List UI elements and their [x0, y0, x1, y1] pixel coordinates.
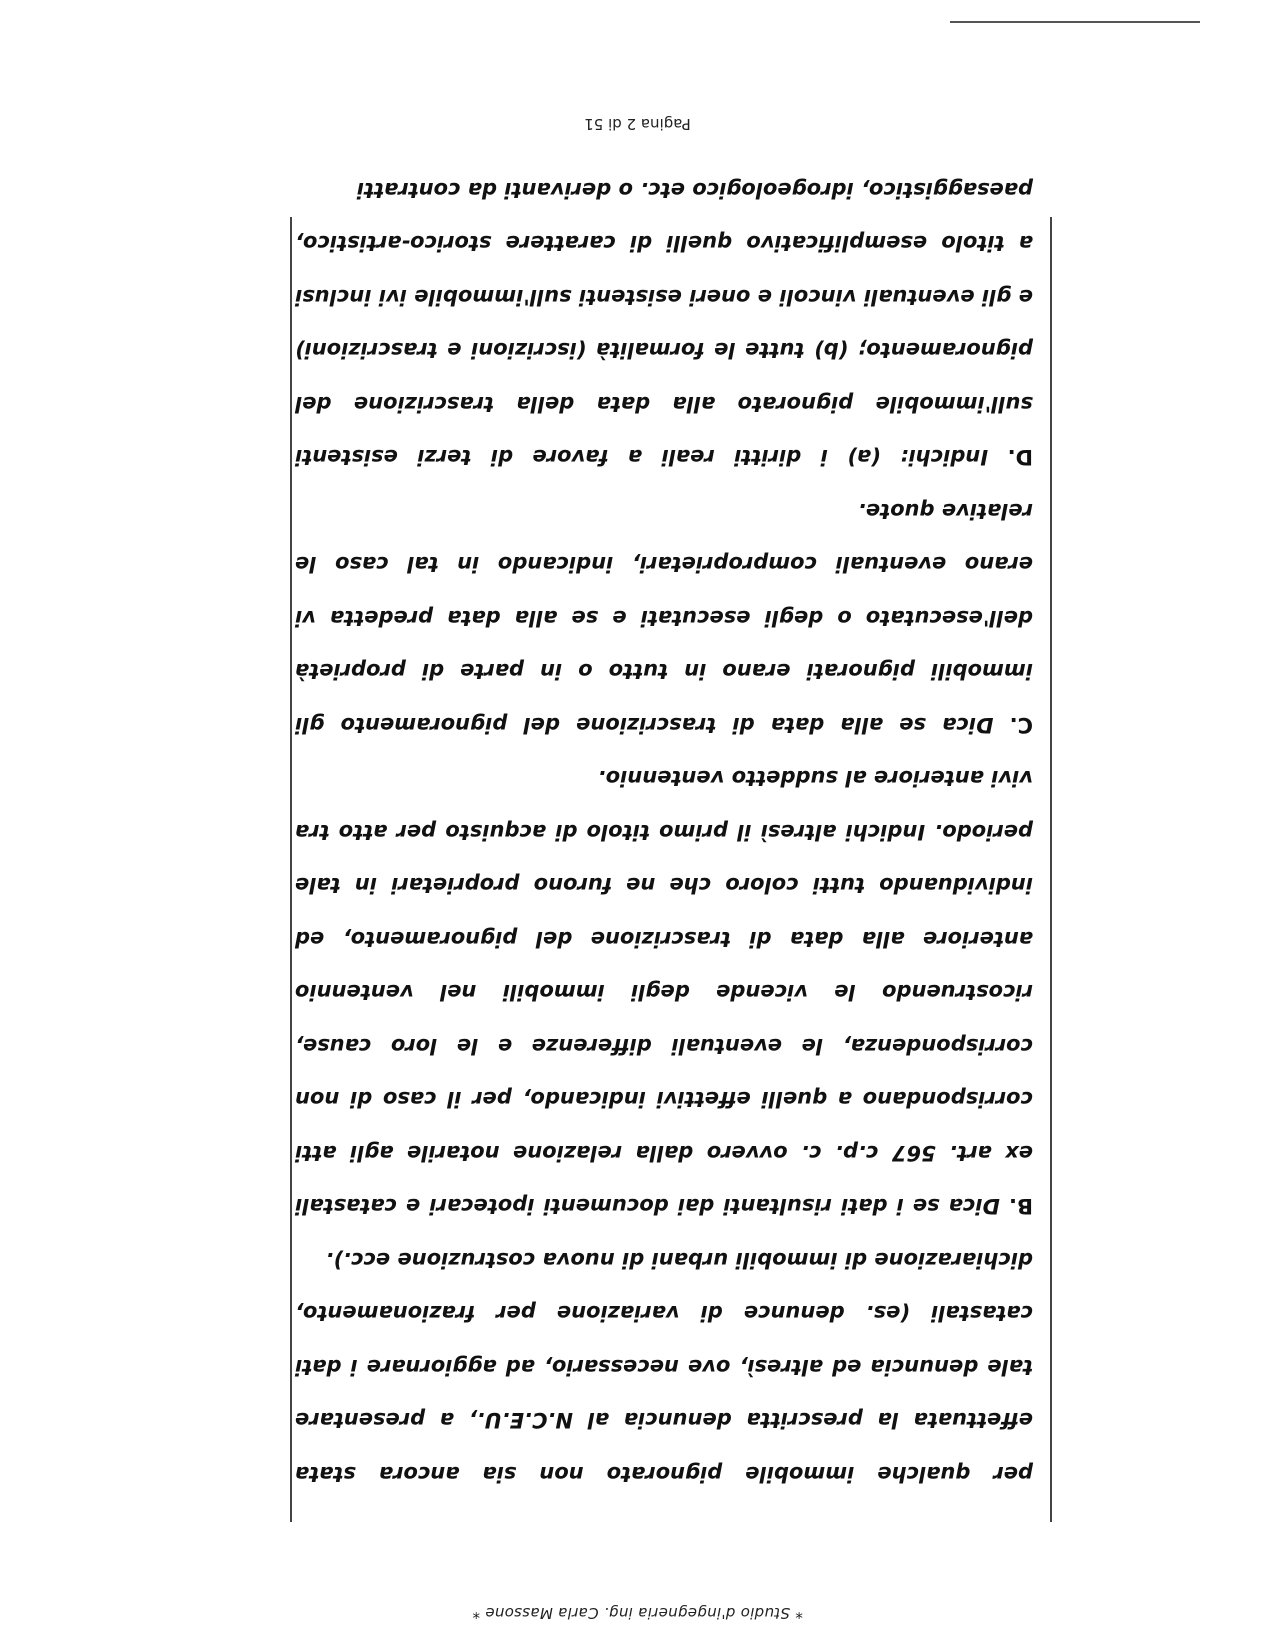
paragraph-text: Indichi: (a) i diritti reali a favore di terzi esistenti sull'immobile pignorato alla data della trascrizione del pignoramento; (b) tutte le formalità (iscrizioni e trascrizioni) e gli eventuali vincoli e oneri esistenti sull'immobile ivi inclusi a titolo esemplificativo quelli di carattere storico-artistico, paesaggistico, idrogeologico etc. o derivanti da contratti: [295, 178, 1033, 470]
item-letter: B.: [1009, 1194, 1033, 1219]
paragraph-d: [295, 163, 1033, 484]
scan-edge-line: [950, 21, 1200, 23]
paragraph-b: [295, 751, 1033, 1233]
paragraph-text: Dica se i dati risultanti dai documenti ipotecari e catastali ex art. 567 c.p. c. ovvero dalla relazione notarile agli atti corrispondano a quelli effettivi indicando, per il caso di non corrispondenza, le eventuali differenze e le loro cause, ricostruendo le vicende degli immobili nel ventennio anteriore alla data di trascrizione del pignoramento, ed individuando tutti coloro che ne furono proprietari in tale periodo. Indichi altresì il primo titolo di acquisto per atto tra vivi anteriore al suddetto ventennio.: [295, 766, 1033, 1219]
page-header: * Studio d'ingegneria ing. Carla Massone *: [472, 1604, 803, 1622]
body-text: [295, 163, 1033, 1501]
item-letter: D.: [1007, 445, 1033, 470]
item-letter: C.: [1009, 713, 1033, 737]
paragraph-text: per qualche immobile pignorato non sia ancora stata effettuata la prescritta denuncia al N.C.E.U., a presentare tale denuncia ed altresì, ove necessario, ad aggiornare i dati catastali (es. denunce di variazione per frazionamento, dichiarazione di immobili urbani di nuova costruzione ecc.).: [295, 1248, 1033, 1486]
paragraph-intro: [295, 1233, 1033, 1501]
page-number: Pagina 2 di 51: [584, 115, 691, 133]
paragraph-c: [295, 484, 1033, 752]
paragraph-text: Dica se alla data di trascrizione del pignoramento gli immobili pignorati erano in tutto o in parte di proprietà dell'esecutato o degli esecutati e se alla data predetta vi erano eventuali comproprietari, indicando in tal caso le relative quote.: [295, 499, 1033, 737]
